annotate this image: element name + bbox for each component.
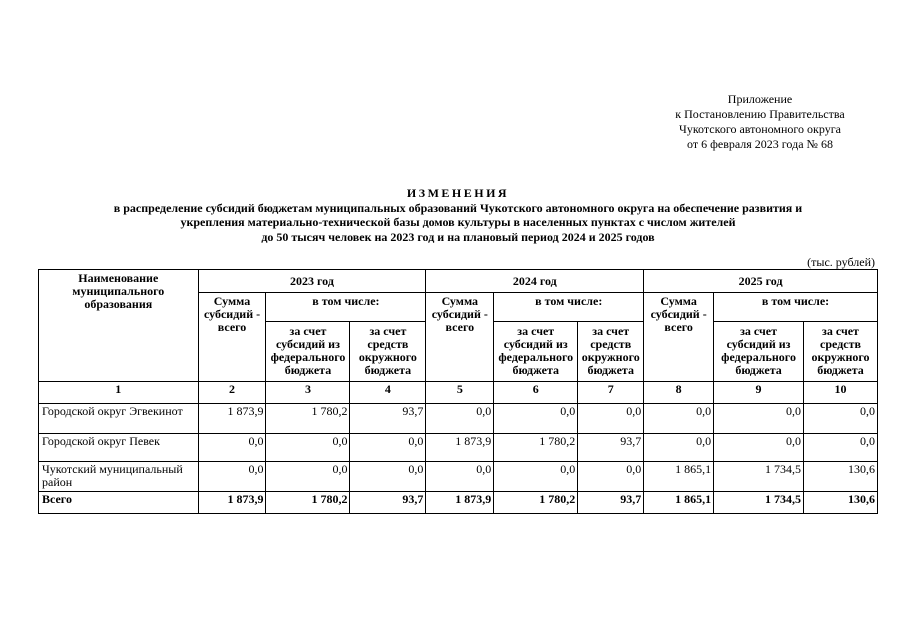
column-number: 1 [39, 382, 199, 404]
header-including-2023: в том числе: [266, 293, 426, 322]
column-number: 4 [350, 382, 426, 404]
total-row [39, 492, 878, 514]
cell-value: 130,6 [804, 462, 878, 492]
row-name: Чукотский муниципальный район [39, 462, 199, 492]
cell-value: 0,0 [198, 434, 266, 462]
cell-value: 1 780,2 [266, 404, 350, 434]
subsidy-table [38, 269, 878, 514]
header-name: Наименование муниципального образования [39, 270, 199, 382]
title-line-1: в распределение субсидий бюджетам муниципальных образований Чукотского автономного округа на обеспечение развития и [113, 200, 803, 215]
column-number: 3 [266, 382, 350, 404]
cell-value: 0,0 [350, 462, 426, 492]
title-heading: ИЗМЕНЕНИЯ [406, 186, 510, 200]
total-value: 1 780,2 [266, 492, 350, 514]
cell-value: 1 873,9 [426, 434, 494, 462]
unit-label: (тыс. рублей) [807, 255, 875, 269]
header-including-2025: в том числе: [714, 293, 878, 322]
header-federal-2023: за счет субсидий из федерального бюджета [266, 322, 350, 382]
total-value: 93,7 [578, 492, 644, 514]
header-year-2023: 2023 год [198, 270, 426, 293]
column-number: 9 [714, 382, 804, 404]
title-line-2: укрепления материально-технической базы домов культуры в населенных пунктах с числом жителей [180, 215, 736, 229]
cell-value: 93,7 [350, 404, 426, 434]
cell-value: 0,0 [266, 434, 350, 462]
header-sum-2023: Сумма субсидий - всего [198, 293, 266, 382]
cell-value: 0,0 [494, 462, 578, 492]
cell-value: 0,0 [578, 462, 644, 492]
cell-value: 0,0 [426, 462, 494, 492]
cell-value: 0,0 [804, 434, 878, 462]
cell-value: 0,0 [350, 434, 426, 462]
header-year-2025: 2025 год [644, 270, 878, 293]
cell-value: 1 865,1 [644, 462, 714, 492]
column-number: 2 [198, 382, 266, 404]
cell-value: 0,0 [714, 434, 804, 462]
header-sum-2024: Сумма субсидий - всего [426, 293, 494, 382]
appendix-block [630, 92, 890, 152]
column-number: 10 [804, 382, 878, 404]
cell-value: 1 780,2 [494, 434, 578, 462]
cell-value: 0,0 [266, 462, 350, 492]
header-district-2025: за счет средств окружного бюджета [804, 322, 878, 382]
cell-value: 0,0 [804, 404, 878, 434]
appendix-line-1: Приложение [727, 92, 793, 106]
total-value: 1 780,2 [494, 492, 578, 514]
appendix-line-3: Чукотского автономного округа [679, 122, 841, 136]
column-number: 6 [494, 382, 578, 404]
column-number: 7 [578, 382, 644, 404]
header-including-2024: в том числе: [494, 293, 644, 322]
table-row [39, 404, 878, 434]
total-value: 1 873,9 [198, 492, 266, 514]
cell-value: 93,7 [578, 434, 644, 462]
header-federal-2025: за счет субсидий из федерального бюджета [714, 322, 804, 382]
total-label: Всего [39, 492, 199, 514]
row-name: Городской округ Певек [39, 434, 199, 462]
cell-value: 0,0 [644, 404, 714, 434]
appendix-line-2: к Постановлению Правительства [675, 107, 845, 121]
total-value: 1 865,1 [644, 492, 714, 514]
cell-value: 0,0 [494, 404, 578, 434]
cell-value: 0,0 [714, 404, 804, 434]
total-value: 1 734,5 [714, 492, 804, 514]
column-number: 8 [644, 382, 714, 404]
total-value: 93,7 [350, 492, 426, 514]
cell-value: 0,0 [578, 404, 644, 434]
document-title [40, 186, 876, 244]
header-federal-2024: за счет субсидий из федерального бюджета [494, 322, 578, 382]
cell-value: 1 734,5 [714, 462, 804, 492]
table-row [39, 434, 878, 462]
total-value: 1 873,9 [426, 492, 494, 514]
title-line-3: до 50 тысяч человек на 2023 год и на плановый период 2024 и 2025 годов [261, 229, 655, 244]
row-name: Городской округ Эгвекинот [39, 404, 199, 434]
header-district-2023: за счет средств окружного бюджета [350, 322, 426, 382]
column-number: 5 [426, 382, 494, 404]
cell-value: 1 873,9 [198, 404, 266, 434]
header-sum-2025: Сумма субсидий - всего [644, 293, 714, 382]
header-district-2024: за счет средств окружного бюджета [578, 322, 644, 382]
cell-value: 0,0 [198, 462, 266, 492]
total-value: 130,6 [804, 492, 878, 514]
header-year-2024: 2024 год [426, 270, 644, 293]
table-row [39, 462, 878, 492]
appendix-line-4: от 6 февраля 2023 года № 68 [687, 137, 833, 151]
cell-value: 0,0 [426, 404, 494, 434]
cell-value: 0,0 [644, 434, 714, 462]
